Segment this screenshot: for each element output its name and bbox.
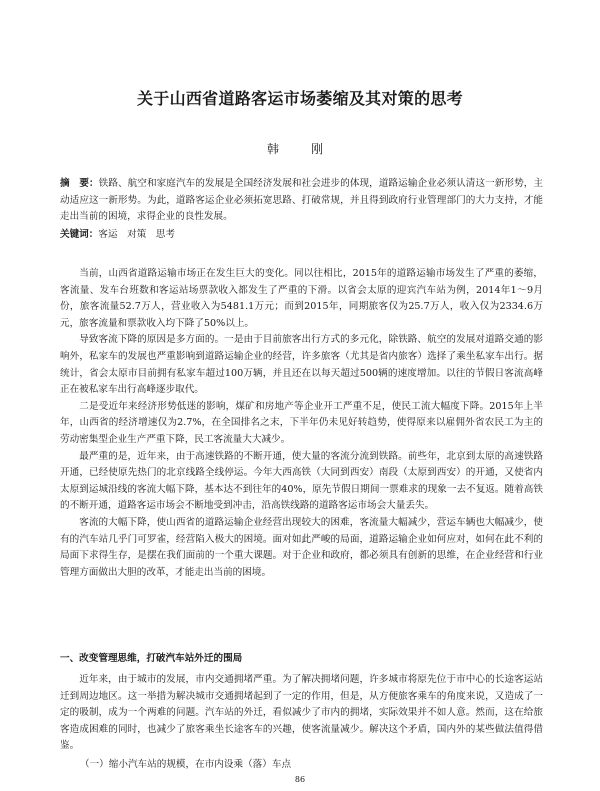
author-name: 韩 刚 [266, 142, 333, 156]
subsection-heading: （一）缩小汽车站的规模，在市内设乘（落）车点 [80, 759, 292, 770]
abstract-label: 摘 要： [60, 178, 99, 189]
section-body [60, 672, 543, 755]
body-paragraph: 近年来，由于城市的发展，市内交通拥堵严重。为了解决拥堵问题，许多城市将原先位于市中心的长途客运站迁到周边地区。这一举措为解决城市交通拥堵起到了一定的作用，但是，从方便旅客乘车的角度来说，又造成了一定的吸制，成为一个两难的问题。汽车站的外迁，看似减少了市内的拥堵，实际效果并不如人意。然而，这在给旅客造成困难的同时，也减少了旅客乘坐长途客车的兴趣，使客流量减少。解决这个矛盾，国内外的某些做法值得借鉴。 [60, 674, 543, 752]
keywords-text: 客运 对策 思考 [98, 229, 176, 240]
keywords [60, 227, 543, 244]
page-number: 86 [294, 775, 306, 784]
body-paragraph: 最严重的是，近年来，由于高速铁路的不断开通，使大量的客流分流到铁路。前些年，北京到太原的高速铁路开通，已经使原先热门的北京线路全线停运。今年大西高铁（大同到西安）南段（太原到西安）的开通，又使省内太原到运城沿线的客流大幅下降，基本达不到往年的40%，原先节假日期间一票难求的现象一去不复返。随着高铁的不断开通，道路客运市场会不断地受到冲击，沿高铁线路的道路客运市场会大量丢失。 [60, 450, 543, 512]
body-text [60, 266, 543, 581]
section-heading: 一、改变管理思维，打破汽车站外迁的围局 [60, 653, 243, 664]
body-paragraph: 客流的大幅下降，使山西省的道路运输企业经营出现较大的困难，客流量大幅减少，营运车辆也大幅减少，使有的汽车站几乎门可罗雀，经营陷入极大的困境。面对如此严峻的局面，道路运输企业如何应对，如何在此不利的局面下求得生存，是摆在我们面前的一个重大课题。对于企业和政府，都必须具有创新的思维，在企业经营和行业管理方面做出大胆的改革，才能走出当前的困境。 [60, 516, 543, 578]
body-paragraph: 导致客流下降的原因是多方面的。一是由于目前旅客出行方式的多元化，除铁路、航空的发展对道路交通的影响外，私家车的发展也严重影响到道路运输企业的经营，许多旅客（尤其是省内旅客）选择了乘坐私家车出行。据统计，省会太原市目前拥有私家车超过100万辆，并且还在以每天超过500辆的速度增加。以往的节假日客流高峰正在被私家车出行高峰逐步取代。 [60, 334, 543, 396]
keywords-label: 关键词： [60, 229, 99, 240]
body-paragraph: 当前，山西省道路运输市场正在发生巨大的变化。同以往相比，2015年的道路运输市场发生了严重的萎缩，客流量、发车台班数和客运站场票款收入都发生了严重的下滑。以省会太原的迎宾汽车站为例，2014年1～9月份，旅客流量52.7万人，营业收入为5481.1万元；而到2015年，同期旅客仅为25.7万人，收入仅为2334.6万元，旅客流量和票款收入均下降了50%以上。 [60, 268, 543, 329]
body-paragraph: 二是受近年来经济形势低迷的影响，煤矿和房地产等企业开工严重不足，使民工流大幅度下降。2015年上半年，山西省的经济增速仅为2.7%，在全国排名之末，下半年仍未见好转趋势，使得原来以雇佣外省农民工为主的劳动密集型企业生产严重下降，民工客流量大大减少。 [60, 400, 543, 445]
article-title: 关于山西省道路客运市场萎缩及其对策的思考 [136, 89, 463, 108]
abstract [60, 176, 543, 226]
abstract-text: 铁路、航空和家庭汽车的发展是全国经济发展和社会进步的体现，道路运输企业必须认清这一新形势，主动适应这一新形势。为此，道路客运企业必须拓宽思路、打破常规，并且得到政府行业管理部门的大力支持，才能走出当前的困境，求得企业的良性发展。 [60, 178, 544, 223]
